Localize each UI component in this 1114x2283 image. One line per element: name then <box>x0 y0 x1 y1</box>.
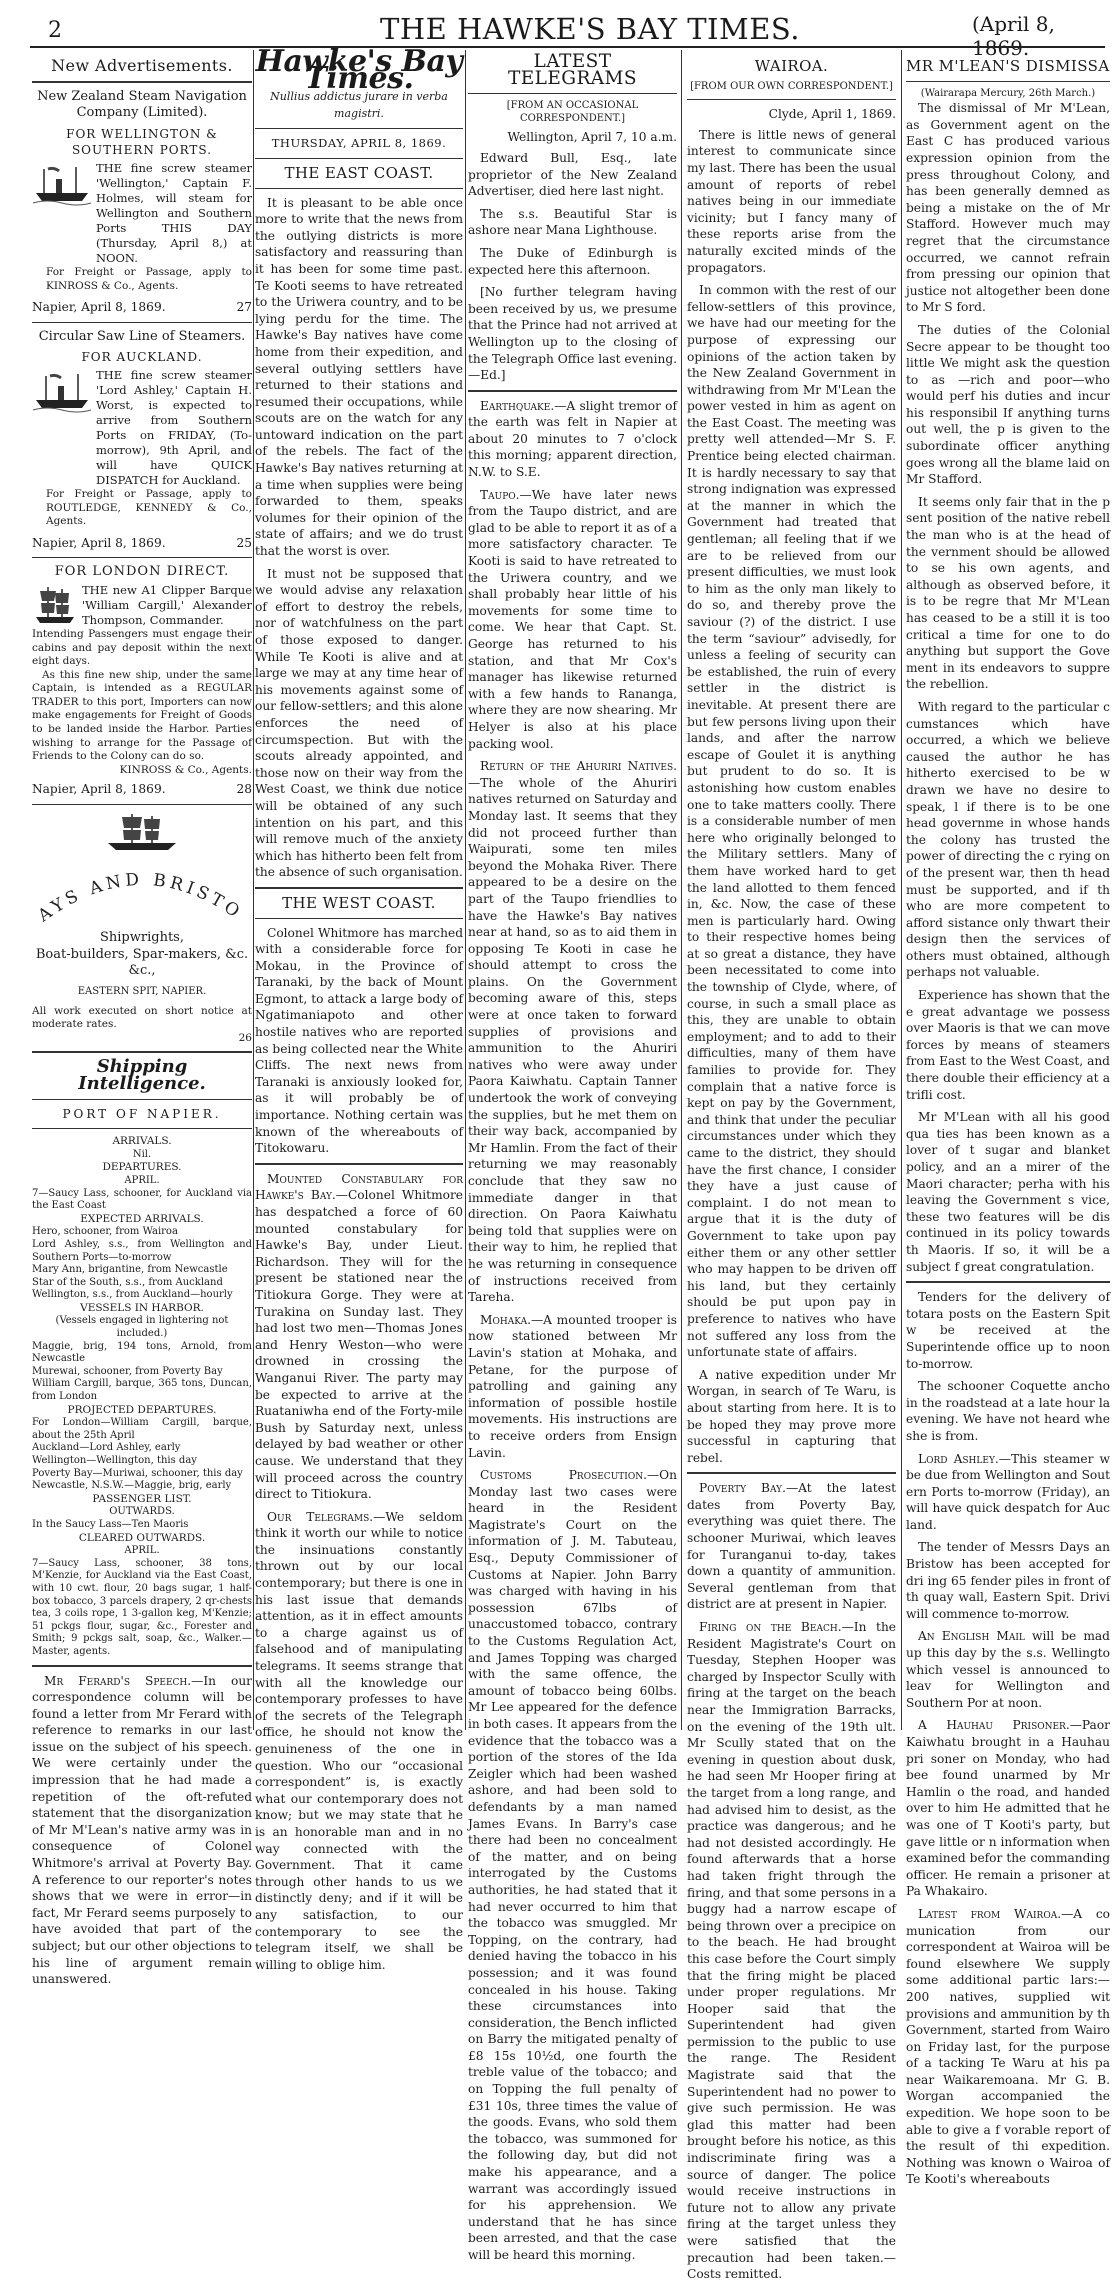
article-paragraph: A native expedition under Mr Worgan, in search of Te Waru, is about starting from here. It is to be hoped they may prove more successful in capturing that rebel. <box>687 1367 896 1465</box>
telegrams-heading: LATEST TELEGRAMS <box>508 51 637 89</box>
article-paragraph: The dismissal of Mr M'Lean, as Government agent on the East C has produced various expression opinion from the press throughout Colony, and has been generally demned as being a mistake on the of Mr Stafford. However much may regret that the circumstance occurred, we cannot refrain from pressing our opinion that justice not altogether been done to Mr S ford. <box>906 101 1110 315</box>
article-body: —On Monday last two cases were heard in the Resident Magistrate's Court on the information of J. M. Tabuteau, Esq., Deputy Commissioner of Customs at Napier. John Barry was charged with having in his possession 67lbs of unaccustomed tobacco, contrary to the Customs Regulation Act, and James Topping was charged with the same offence, the amount of tobacco being 60lbs. Mr Lee appeared for the defence in both cases. It appears from the evidence that the tobacco was a portion of the stores of the Ida Zeigler which had been washed ashore, and had been sold to defendants by a man named James Evans. In Barry's case there had been no concealment of the matter, and on being interrogated by the Customs authorities, he had stated that it had never occurred to him that the tobacco was smuggled. Mr Topping, on the contrary, had denied having the tobacco in his possession; and it was found concealed in his house. Taking these circumstances into consideration, the Bench inflicted on Barry the mitigated penalty of £8 15s 10½d, one fourth the treble value of the tobacco; and on Topping the full penalty of £31 10s, three times the value of the goods. Evans, who sold them the tobacco, was summoned for the following day, but did not make his appearance, and a warrant was accordingly issued for his apprehension. We understand that he has since been arrested, and that the case will be heard this morning. <box>468 1468 677 2262</box>
divider <box>255 128 463 129</box>
divider <box>32 81 252 83</box>
ad-freight: For Freight or Passage, apply to KINROSS & Co., Agents. <box>46 265 252 292</box>
ad-body: THE fine screw steamer 'Lord Ashley,' Captain H. Worst, is expected to arrive from Southern Ports on FRIDAY, (To-morrow), 9th April, and will have QUICK DISPATCH for Auckland. <box>96 367 252 487</box>
telegram-source: [FROM AN OCCASIONAL CORRESPONDENT.] <box>506 100 639 124</box>
ad-number: 25 <box>236 535 252 550</box>
article-lead: Firing on the Beach. <box>699 1620 842 1635</box>
ad-route: FOR WELLINGTON & SOUTHERN PORTS. <box>66 126 218 158</box>
article-tender-days-bristow: The tender of Messrs Days an Bristow has been accepted for dri ing 65 fender piles in front of th quay wall, Eastern Spit. Drivi will commence to-morrow. <box>906 1540 1110 1621</box>
article-body: —We seldom think it worth our while to notice the insinuations constantly thrown out by our local contemporary; but there is one in his last issue that demands attention, as it in effect amounts to a charge against us of falsehood and of manipulating telegrams. It seems strange that with all the knowledge our contemporary professes to have of the secrets of the Telegraph office, he should not know the genuineness of the one in question. Who our “occasional correspondent” is, is exactly what our contemporary does not know; but we may state that he is an honorable man and in no way connected with the Government. That it came through other hands to us we distinctly deny; and if it will be any satisfaction, to our contemporary to see the telegram itself, we shall be willing to oblige him. <box>255 1509 463 1972</box>
divider <box>255 188 463 189</box>
wairoa-dateline: Clyde, April 1, 1869. <box>768 107 896 122</box>
harbor-heading: VESSELS IN HARBOR. <box>80 1301 204 1314</box>
projected-heading: PROJECTED DEPARTURES. <box>67 1403 217 1416</box>
editorial-date: THURSDAY, APRIL 8, 1869. <box>271 136 447 151</box>
port-name: PORT OF NAPIER. <box>62 1106 222 1121</box>
article-body: —We have later news from the Taupo district, and are glad to be able to report it as of a more satisfactory character. Te Kooti is said to have retreated to the Uriwera country, and we shall probably hear little of his movements for some time to come. We hear that Capt. St. George has returned to his station, and that Mr Cox's manager has likewise returned with a few hands to Rananga, where they are now shearing. Mr Helyer is also at his place packing wool. <box>468 487 677 751</box>
expected-list: Hero, schooner, from Wairoa Lord Ashley, s.s., from Wellington and Southern Ports—to-morrow Mary Ann, brigantine, from Newcastle Star of the South, s.s., from Auckland Wellington, s.s., from Auckland—hourly <box>32 1226 252 1301</box>
column-divider <box>681 50 682 1730</box>
issue-date: (April 8, 1869. <box>972 12 1055 60</box>
article-paragraph: The duties of the Colonial Secre appear to be thought too little We might ask the question to as —rich and poor—who would perf his duties and incur his responsibil If anything turns out well, the p is given to the subordinate officer anything goes wrong all the blame laid on Mr Stafford. <box>906 322 1110 487</box>
article-latest-wairoa <box>906 1906 1110 2188</box>
ad-number: 28 <box>236 782 252 797</box>
article-paragraph: Colonel Whitmore has marched with a considerable force for Mokau, in the Province of Taranaki, by the back of Mount Egmont, to attack a large body of Ngatimaniapoto and other hostile natives who are reported as being collected near the White Cliffs. The next news from Taranaki is anxiously looked for, as it will probably be of importance. Nothing certain was known of the whereabouts of Titokowaru. <box>255 925 463 1156</box>
divider <box>687 99 896 100</box>
top-rule <box>30 46 1105 48</box>
column-divider <box>465 50 466 1730</box>
article-paragraph: It is pleasant to be able once more to write that the news from the outlying districts is more satisfactory and reassuring than it has been for some time past. Te Kooti seems to have retreated to the Uriwera country, and to be lying perdu for the time. The Hawke's Bay natives have come home from their expedition, and several outlying settlers have returned to their stations and resumed their occupations, while scouts are on the watch for any untoward indication on the part of the rebels. The fact of the Hawke's Bay natives returning at a time when supplies were being forwarded to them, speaks volumes for their opinion of the state of affairs; and we do trust that the worst is over. <box>255 195 463 559</box>
article-taupo <box>468 487 677 753</box>
column-wairoa <box>687 52 897 2282</box>
expected-heading: EXPECTED ARRIVALS. <box>80 1212 204 1225</box>
article-ahuriri <box>468 758 677 1306</box>
editor-note: [No further telegram having been received by us, we presume that the Prince had not arrived at Wellington up to the closing of the Telegraph Office last evening.—Ed.] <box>468 285 677 383</box>
harbor-list: Maggie, brig, 194 tons, Arnold, from Newcastle Murewai, schooner, from Poverty Bay William Cargill, barque, 365 tons, Duncan, from London <box>32 1340 252 1403</box>
divider <box>255 918 463 919</box>
article-paragraph: In common with the rest of our fellow-settlers of this province, we have had our meeting for the purpose of expressing our opinions of the action taken by the New Zealand Government in withdrawing from Mr M'Lean the power vested in him as agent on the East Coast. The meeting was pretty well attended—Mr S. F. Prentice being elected chairman. It is hardly necessary to say that strong indignation was expressed at the manner in which the Government had treated that gentleman; all feeling that if we are to be relieved from our present difficulties, we must look to him as the only man likely to do so, and thereby prove the saviour (?) of the district. I use the term “saviour” advisedly, for unless a feeling of security can be established, the ruin of every settler in the district is inevitable. At present there are but few persons living upon their lands, and after the narrow escape of Goulet it is anything but prudent to do so. It is astonishing how custom enables one to take matters coolly. There is a considerable number of men here who originally belonged to the Military settlers. Many of them have worked hard to get the land allotted to them fenced in, &c. Now, the case of these men is particularly hard. Owing to their respective homes being at so great a distance, they have been necessitated to come into the township of Clyde, where, of course, in such a small place as this, they are unable to obtain employment; and to add to their difficulties, many of them have families to provide for. They complain that a native force is kept on pay by the Government, and think that under the peculiar circumstances under which they came to the district, they should have the first chance, I consider they have a just cause of complaint. I do not mean to argue that it is the duty of Government to take upon pay either them or any other settler who may happen to be driven off his land, but they certainly should be put upon pay in preference to natives who have not suffered any loss from the unfortunate state of affairs. <box>687 283 896 1360</box>
divider <box>906 1281 1110 1283</box>
article-english-mail <box>906 1628 1110 1711</box>
new-ads-heading: New Advertisements. <box>51 56 233 75</box>
month-label: APRIL. <box>124 1174 160 1186</box>
ad-date: Napier, April 8, 1869. <box>32 782 166 797</box>
divider <box>468 390 677 392</box>
divider <box>32 322 252 323</box>
ad-date: Napier, April 8, 1869. <box>32 300 166 315</box>
steamer-icon <box>32 368 92 412</box>
article-lead: Earthquake. <box>480 398 555 413</box>
wairoa-heading: WAIROA. <box>754 57 829 75</box>
article-body: —In the Resident Magistrate's Court on Tuesday, Stephen Hooper was charged by Inspector Scully with firing at the target on the beach near the Immigration Barracks, on the evening of the 19th ult. Mr Scully stated that on the evening in question about dusk, he had seen Mr Hooper firing at the target from a long range, and had advised him to desist, as the practice was dangerous; and he had not desisted accordingly. He found afterwards that a horse had taken fright through the firing, and that some persons in a buggy had a narrow escape of being thrown over a precipice on to the beach. He had brought this case before the Court simply that the firing might be placed under proper regulations. Mr Hooper said that the Superintendent had given permission to the public to use the range. The Resident Magistrate said that the Superintendent had no power to give such permission. He was glad this matter had been brought before his notice, as this indiscriminate firing was a source of danger. The police would receive instructions in future not to allow any private firing at the target unless they were satisfied that the precaution had been taken.—Costs remitted. <box>687 1620 897 2282</box>
passenger-heading: PASSENGER LIST. <box>92 1492 192 1505</box>
divider <box>32 804 252 805</box>
divider <box>255 158 463 159</box>
column-advertisements <box>32 52 252 1987</box>
article-body: —Colonel Whitmore has despatched a force of 60 mounted constabulary for Hawke's Bay, under Lieut. Richardson. They will for the present be stationed near the Titiokura Gorge. They were at Turakina on Sunday last. They had lost two men—Thomas Jones and Henry Weston—who were drowned in crossing the Wanganui River. The party may be expected to arrive at the Ruataniwha end of the Forty-mile Bush by Saturday next, unless delayed by bad weather or other cause. We understand that they will proceed across the country direct to Titiokura. <box>255 1188 463 1502</box>
west-coast-heading: THE WEST COAST. <box>282 893 436 912</box>
ad-company: New Zealand Steam Navigation Company (Limited). <box>37 88 247 121</box>
article-paragraph: Mr M'Lean with all his good qua ties has been known as a lover of t sugar and blanket policy, and an a mirer of the Maori character; perha with his leaving the Government s vice, these two features will be dis continued in its policy towards th Maoris. If so, it will be a subject f great congratulation. <box>906 1110 1110 1274</box>
masthead <box>0 10 1114 60</box>
article-body: —In our correspondence column will be found a letter from Mr Ferard with reference to remarks in our last issue on the subject of his speech. We were certainly under the impression that he had made a repetition of the oft-refuted statement that the disorganization of Mr M'Lean's native army was in consequence of Colonel Whitmore's arrival at Poverty Bay. A reference to our reporter's notes shows that we were in error—in fact, Mr Ferard seems purposely to have avoided that part of the subject; but our other objections to his line of argument remain unanswered. <box>32 1673 252 1987</box>
article-body: —A slight tremor of the earth was felt in Napier at about 20 minutes to 7 o'clock this morning; apparent direction, N.W. to S.E. <box>468 398 677 480</box>
article-paragraph: With regard to the particular c cumstances which have occurred, a which we believe caused the author he has hitherto exercised to be w drawn we have no desire to speak, l if there is to be one head governme in whose hands the colony has trusted the power of directing the c rying on of the present war, then th head must be supported, and if th who are more competent to afford sistance only thwart their design then the services of others must obtained, although perhaps not valuable. <box>906 699 1110 980</box>
telegram-dateline: Wellington, April 7, 10 a.m. <box>507 130 677 145</box>
newspaper-title: THE HAWKE'S BAY TIMES. <box>380 12 800 46</box>
arrivals-heading: ARRIVALS. <box>112 1135 172 1148</box>
svg-text:DAYS AND BRISTOW <box>37 862 246 922</box>
article-lead: Mohaka. <box>480 1312 531 1327</box>
ad-wellington <box>32 89 252 316</box>
article-telegrams <box>255 1509 463 1974</box>
article-lead: An English Mail <box>918 1629 1025 1644</box>
passenger-item: In the Saucy Lass—Ten Maoris <box>32 1518 189 1530</box>
cleared-heading: CLEARED OUTWARDS. <box>78 1531 206 1544</box>
ad-body: THE new A1 Clipper Barque 'William Cargill,' Alexander Thompson, Commander. <box>82 582 252 627</box>
divider <box>32 1051 252 1053</box>
page-number: 2 <box>48 18 62 43</box>
article-lead: Return of the Ahuriri Natives. <box>480 759 677 774</box>
article-paragraph: It must not be supposed that we would advise any relaxation of effort to destroy the rebels, nor of watchfulness on the part of those exposed to danger. While Te Kooti is alive and at large we may at any time hear of his movements against some of our fellow-settlers; and this alone enforces the need of circumspection. But with the scouts already appointed, and those now on their way from the West Coast, we think due notice will be obtained of any such intention on his part, and this will remove much of the anxiety which has hitherto been felt from the absence of such organisation. <box>255 566 463 880</box>
divider <box>32 1665 252 1667</box>
paper-nameplate: Hawke's Bay Times. <box>255 44 463 96</box>
article-lead: Mounted Constabulary for Hawke's Bay. <box>255 1171 463 1203</box>
correspondent-source: [FROM OUR OWN CORRESPONDENT.] <box>690 80 893 92</box>
ad-place: EASTERN SPIT, NAPIER. <box>77 986 207 997</box>
ad-body: All work executed on short notice at moderate rates. <box>32 1004 252 1031</box>
ad-trade: Boat-builders, Spar-makers, &c. &c., <box>35 946 249 979</box>
ad-freight: For Freight or Passage, apply to ROUTLEDGE, KENNEDY & Co., Agents. <box>46 487 252 528</box>
ad-number: 27 <box>236 300 252 315</box>
cleared-item: 7—Saucy Lass, schooner, 38 tons, M'Kenzie, for Auckland via the East Coast, with 10 cwt. flour, 20 bags sugar, 1 half-box tobacco, 3 parcels drapery, 2 qr-chests tea, 3 coils rope, 1 3-gallon keg, M'Kenzie; 51 pckgs flour, sugar, &c., Forester and Smith; 9 pckgs salt, soap, &c., Walker.—Master, agents. <box>32 1557 252 1657</box>
article-lead: Taupo. <box>480 487 520 502</box>
article-lord-ashley <box>906 1451 1110 1534</box>
ad-arc-heading <box>32 862 252 927</box>
source-credit: (Wairarapa Mercury, 26th March.) <box>920 87 1096 99</box>
column-editorial <box>255 44 463 1972</box>
article-hauhau <box>906 1717 1110 1900</box>
article-firing <box>687 1619 896 2283</box>
article-paragraph: Experience has shown that the e great advantage we possess over Maoris is that we can move forces by means of steamers from East to the West Coast, and there double their efficiency at a trifli cost. <box>906 988 1110 1102</box>
projected-list: For London—William Cargill, barque, about the 25th April Auckland—Lord Ashley, early Wellington—Wellington, this day Poverty Bay—Muriwai, schooner, this day Newcastle, N.S.W.—Maggie, brig, early <box>32 1417 252 1492</box>
article-body: —This steamer w be due from Wellington and Sout ern Ports to-morrow (Friday), an will have quick despatch for Auc land. <box>906 1451 1111 1532</box>
article-lead: Mr Ferard's Speech. <box>44 1673 192 1688</box>
ad-london <box>32 564 252 798</box>
article-lead: Poverty Bay. <box>699 1481 786 1496</box>
article-lead: A Hauhau Prisoner. <box>918 1718 1070 1733</box>
ad-route: FOR LONDON DIRECT. <box>54 564 230 580</box>
article-body: —At the latest dates from Poverty Bay, everything was quiet there. The schooner Muriwai, which leaves for Turanganui to-day, takes down a quantity of ammunition. Several gentleman from that district are at present in Napier. <box>687 1481 896 1612</box>
article-paragraph: The Duke of Edinburgh is expected here this afternoon. <box>468 245 677 277</box>
article-lead: Lord Ashley. <box>918 1451 999 1466</box>
column-divider <box>253 50 254 1730</box>
ad-trade: Shipwrights, <box>100 930 184 946</box>
article-poverty-bay <box>687 1480 896 1613</box>
paper-motto: Nullius addictus jurare in verba magistri. <box>270 90 448 120</box>
departure-item: 7—Saucy Lass, schooner, for Auckland via the East Coast <box>32 1187 252 1212</box>
article-body: —A co munication from our correspondent at Wairoa will be found elsewhere We supply some additional partic lars:—200 natives, supplied wit provisions and ammunition by th Government, started from Wairo on Friday last, for the purpose of a tacking Te Waru at his pa near Waikaremoana. Mr G. B. Worgan accompanied the expedition. We hope soon to be able to give a f vorable report of the result of thi expedition. Nothing was known o Wairoa of Te Kooti's whereabouts <box>906 1906 1110 2187</box>
article-body: will be mad up this day by the s.s. Wellingto which vessel is announced to leav for Wellington and Southern Por at noon. <box>906 1629 1110 1710</box>
east-coast-heading: THE EAST COAST. <box>284 163 434 182</box>
ad-route: FOR AUCKLAND. <box>81 350 203 365</box>
shipping-intelligence <box>32 1056 252 1658</box>
column-telegrams <box>468 51 677 2262</box>
ad-text: Intending Passengers must engage their cabins and pay deposit within the next eight days. <box>32 627 252 668</box>
ad-number: 26 <box>238 1031 252 1044</box>
divider <box>32 1099 252 1100</box>
departures-heading: DEPARTURES. <box>102 1161 182 1174</box>
article-ferard <box>32 1673 252 1988</box>
article-body: —A mounted trooper is now stationed between Mr Lavin's station at Mohaka, and Petane, for the purpose of patrolling and gaining any information of possible hostile movements. His instructions are to receive orders from Ensign Lavin. <box>468 1312 677 1460</box>
steamer-icon <box>32 161 92 205</box>
article-paragraph: It seems only fair that in the p sent position of the native rebell the man who is at the head of the vernment should be allowed to se his own agents, and although as observed before, it is to be regre that Mr M'Lean has ceased to be a still it is too critical a time for one to do anything but support the Gove ment in its endeavors to suppre the rebellion. <box>906 494 1110 692</box>
divider <box>468 93 677 94</box>
ad-text: As this fine new ship, under the same Captain, is intended as a REGULAR TRADER to this port, Importers can now make engagements for Freight of Goods to be landed inside the Harbor. Parties wishing to arrange for the Passage of Friends to the Colony can do so. <box>32 668 252 763</box>
article-coquette: The schooner Coquette ancho in the roadstead at a late hour la evening. We have not heard whe she is from. <box>906 1379 1110 1443</box>
ad-shipwrights <box>32 811 252 1045</box>
mclean-heading: MR M'LEAN'S DISMISSA <box>906 57 1110 75</box>
article-lead: Latest from Wairoa. <box>918 1906 1062 1921</box>
nil-text: Nil. <box>132 1148 152 1160</box>
divider <box>255 1163 463 1165</box>
sailing-ship-icon <box>32 583 78 627</box>
article-paragraph: The s.s. Beautiful Star is ashore near Mana Lighthouse. <box>468 206 677 238</box>
shipping-heading: Shipping Intelligence. <box>78 1056 206 1094</box>
article-paragraph: Edward Bull, Esq., late proprietor of the New Zealand Advertiser, died here last night. <box>468 150 677 199</box>
divider <box>687 1472 896 1474</box>
article-mounted <box>255 1171 463 1503</box>
article-lead: Our Telegrams. <box>267 1509 374 1524</box>
harbor-note: (Vessels engaged in lightering not included.) <box>55 1315 229 1340</box>
article-customs <box>468 1467 677 2264</box>
divider <box>255 887 463 889</box>
article-lead: Customs Prosecution. <box>480 1468 647 1483</box>
article-body: —The whole of the Ahuriri natives returned on Saturday and Monday last. It seems that they did not proceed further than Waipurati, some ten miles beyond the Mohaka River. There appeared to be a desire on the part of the Taupo friendlies to have the Hawke's Bay natives near at hand, so as to aid them in opposing Te Kooti in case he should attempt to cross the plains. On the Government becoming aware of this, steps were at once taken to forward supplies of provisions and ammunition to the Ahuriri natives who were away under Paora Kaiwhatu. Captain Tanner undertook the work of conveying the supplies, but he met them on their way back, accompanied by Mr Hamlin. From the fact of their returning we may reasonably conclude that they saw no immediate danger in that direction. On Paora Kaiwhatu being told that supplies were on their way to him, he replied that he was returning in consequence of instructions received from Tareha. <box>468 775 677 1305</box>
article-paragraph: There is little news of general interest to communicate since my last. There has been the usual amount of reports of rebel natives being in our immediate vicinity; but I fancy many of these reports arise from the naturally excited minds of the propagators. <box>687 127 896 275</box>
column-divider <box>901 50 902 1730</box>
divider <box>32 557 252 558</box>
sailing-ship-icon <box>102 811 182 853</box>
article-body: —Paor Kaiwhatu brought in a Hauhau pri soner on Monday, who had bee found unarmed by Mr Hamlin o the road, and handed over to him He admitted that he was one of T Kooti's party, but gave little or n information when examined befor the commanding officer. He remain a prisoner at Pa Whakairo. <box>906 1718 1110 1899</box>
ad-body: THE fine screw steamer 'Wellington,' Captain F. Holmes, will steam for Wellington and Southern Ports THIS DAY (Thursday, April 8,) at NOON. <box>96 160 252 265</box>
ad-line: Circular Saw Line of Steamers. <box>38 328 246 344</box>
article-tenders: Tenders for the delivery of totara posts on the Eastern Spit w be received at the Superintende office up to noon to-morrow. <box>906 1290 1110 1371</box>
ad-auckland <box>32 329 252 552</box>
month-label: APRIL. <box>124 1545 160 1557</box>
column-mclean <box>906 52 1111 2187</box>
article-mohaka <box>468 1312 677 1461</box>
outwards-label: OUTWARDS. <box>109 1506 175 1518</box>
divider <box>32 1128 252 1129</box>
ad-arc-text: YS AND BRISTO <box>48 869 247 922</box>
divider <box>906 81 1110 82</box>
ad-agent: KINROSS & Co., Agents. <box>119 763 252 776</box>
ad-date: Napier, April 8, 1869. <box>32 535 166 550</box>
article-earthquake <box>468 398 677 481</box>
